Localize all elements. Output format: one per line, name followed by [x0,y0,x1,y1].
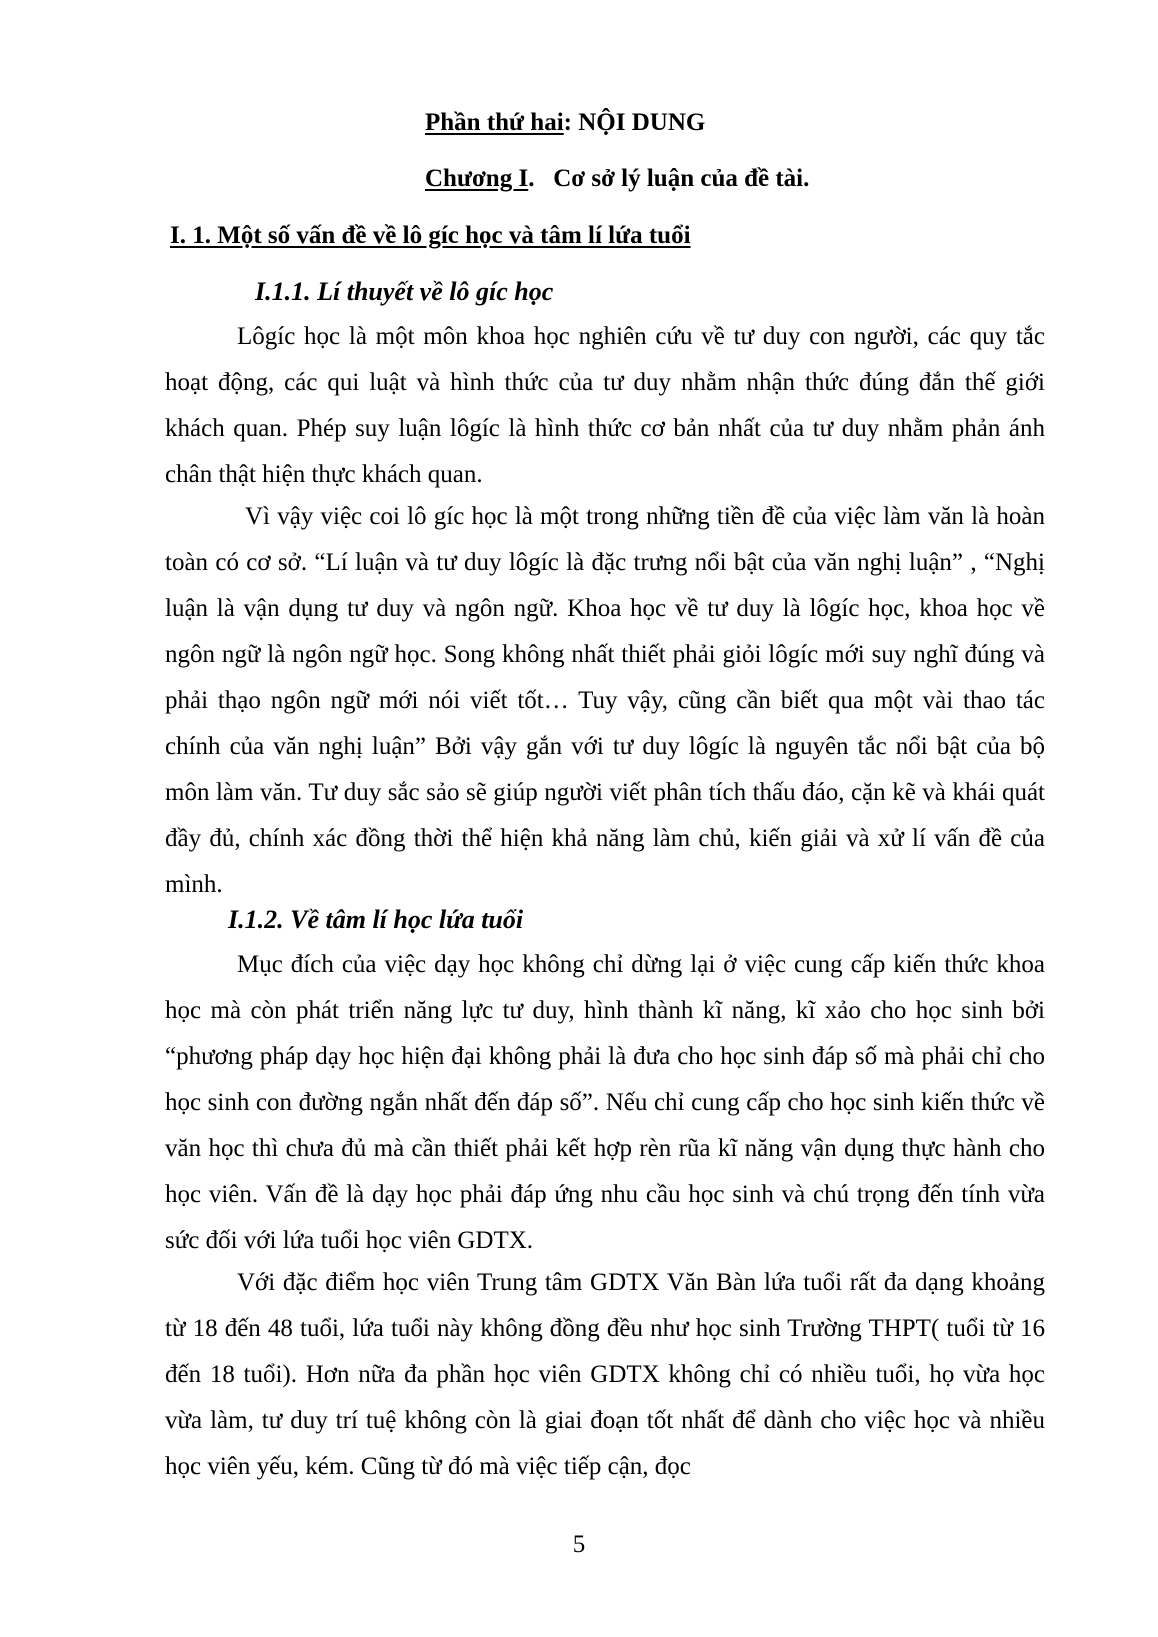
chapter-heading [425,163,809,195]
paragraph-logic-definition: Lôgíc học là một môn khoa học nghiên cứu về tư duy con người, các quy tắc hoạt động, các qui luật và hình thức của tư duy nhằm nhận thức đúng đắn thế giới khách quan. Phép suy luận lôgíc là hình thức cơ bản nhất của tư duy nhằm phản ánh chân thật hiện thực khách quan. [165,323,1045,488]
part-heading [425,107,705,139]
part-heading-prefix: Phần thứ hai [425,109,564,136]
paragraph-learner-characteristics: Với đặc điểm học viên Trung tâm GDTX Văn Bàn lứa tuổi rất đa dạng khoảng từ 18 đến 48 tuổi, lứa tuổi này không đồng đều như học sinh Trường THPT( tuổi từ 16 đến 18 tuổi). Hơn nữa đa phần học viên GDTX không chỉ có nhiều tuổi, họ vừa học vừa làm, tư duy trí tuệ không còn là giai đoạn tốt nhất để dành cho việc học và nhiều học viên yếu, kém. Cũng từ đó mà việc tiếp cận, đọc [165,1269,1045,1480]
subsection-heading-psychology: I.1.2. Về tâm lí học lứa tuổi [228,905,524,934]
chapter-heading-prefix: Chương I [425,165,529,192]
paragraph-logic-basis: Vì vậy việc coi lô gíc học là một trong những tiền đề của việc làm văn là hoàn toàn có cơ sở. “Lí luận và tư duy lôgíc là đặc trưng nổi bật của văn nghị luận” , “Nghị luận là vận dụng tư duy và ngôn ngữ. Khoa học về tư duy là lôgíc học, khoa học về ngôn ngữ là ngôn ngữ học. Song không nhất thiết phải giỏi lôgíc mới suy nghĩ đúng và phải thạo ngôn ngữ mới nói viết tốt… Tuy vậy, cũng cần biết qua một vài thao tác chính của văn nghị luận” Bởi vậy gắn với tư duy lôgíc là nguyên tắc nổi bật của bộ môn làm văn. Tư duy sắc sảo sẽ giúp người viết phân tích thấu đáo, cặn kẽ và khái quát đầy đủ, chính xác đồng thời thể hiện khả năng làm chủ, kiến giải và xử lí vấn đề của mình. [165,503,1045,898]
section-heading: I. 1. Một số vấn đề về lô gíc học và tâm lí lứa tuổi [170,222,691,249]
subsection-heading-logic: I.1.1. Lí thuyết về lô gíc học [255,277,554,306]
paragraph-teaching-purpose: Mục đích của việc dạy học không chỉ dừng lại ở việc cung cấp kiến thức khoa học mà còn phát triển năng lực tư duy, hình thành kĩ năng, kĩ xảo cho học sinh bởi “phương pháp dạy học hiện đại không phải là đưa cho học sinh đáp số mà phải chỉ cho học sinh con đường ngắn nhất đến đáp số”. Nếu chỉ cung cấp cho học sinh kiến thức về văn học thì chưa đủ mà cần thiết phải kết hợp rèn rũa kĩ năng vận dụng thực hành cho học viên. Vấn đề là dạy học phải đáp ứng nhu cầu học sinh và chú trọng đến tính vừa sức đối với lứa tuổi học viên GDTX. [165,951,1045,1254]
chapter-heading-rest: . Cơ sở lý luận của đề tài. [528,165,810,192]
part-heading-rest: : NỘI DUNG [563,109,706,136]
page-number: 5 [572,1531,586,1558]
